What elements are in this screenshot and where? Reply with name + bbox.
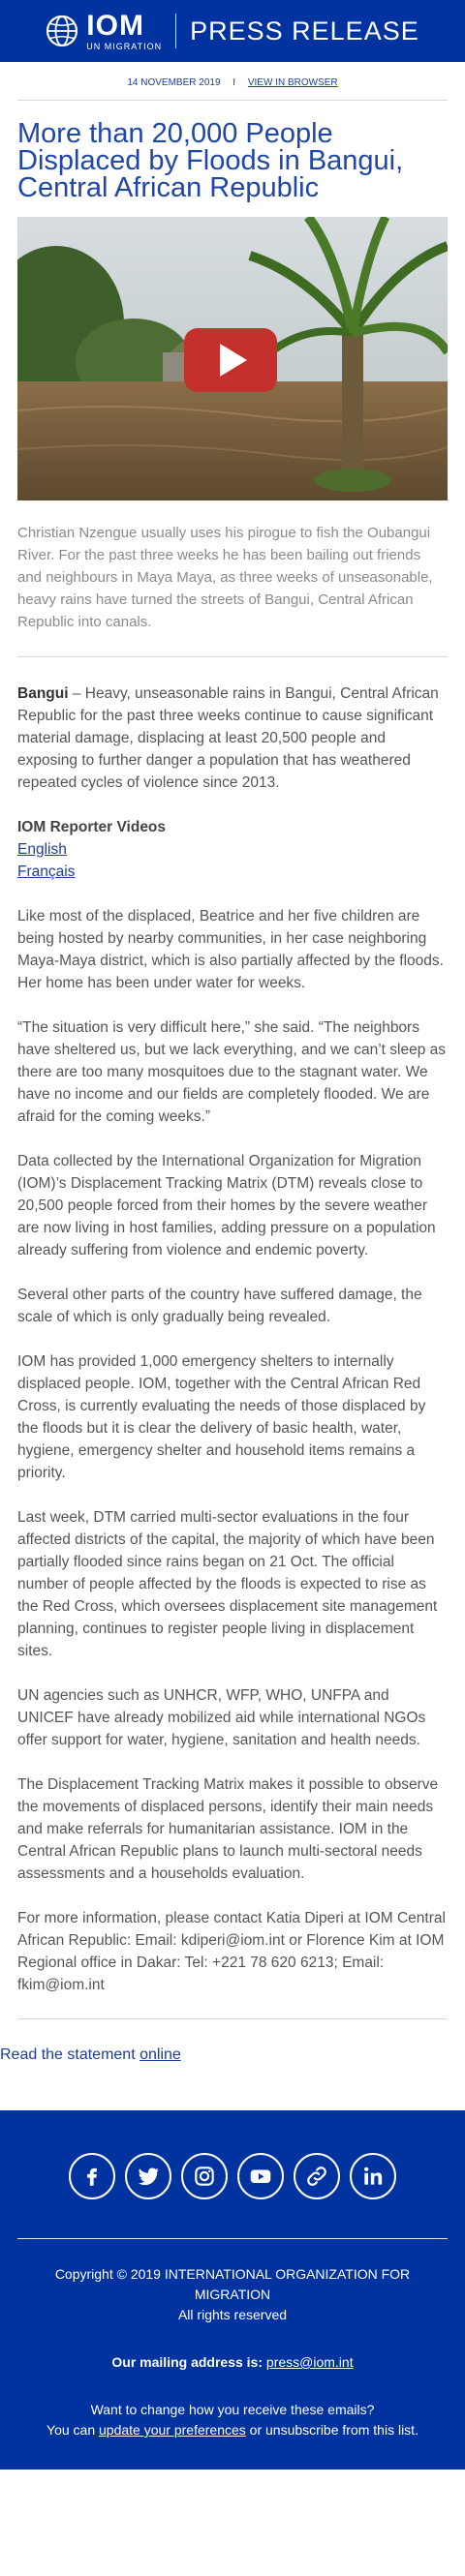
english-video-link[interactable]: English — [17, 841, 67, 858]
read-prefix: Read the statement — [0, 2046, 140, 2063]
article-body — [0, 657, 465, 1996]
lead-text: – Heavy, unseasonable rains in Bangui, Central African Republic for the past three weeks continue to cause significant material damage, displacing at least 20,500 people and exposing to further danger a population that has weathered repeated cycles of violence since 2013. — [17, 685, 439, 791]
lead-paragraph — [17, 682, 448, 794]
paragraph: Several other parts of the country have suffered damage, the scale of which is only gradually being revealed. — [17, 1287, 422, 1325]
youtube-icon — [248, 2164, 273, 2189]
paragraph: Data collected by the International Organization for Migration (IOM)’s Displacement Tracking Matrix (DTM) reveals close to 20,500 people forced from their homes by the severe weather are now living in host families, adding pressure on a population already suffering from violence and endemic poverty. — [17, 1153, 436, 1258]
video-thumbnail[interactable] — [17, 217, 448, 500]
paragraph: UN agencies such as UNHCR, WFP, WHO, UNFPA and UNICEF have already mobilized aid while international NGOs offer support for water, hygiene, sanitation and health needs. — [17, 1687, 426, 1748]
linkedin-button[interactable] — [350, 2153, 396, 2199]
read-statement — [0, 2019, 465, 2110]
contact-paragraph: For more information, please contact Katia Diperi at IOM Central African Republic: Email: kdiperi@iom.int or Florence Kim at IOM Regional office in Dakar: Tel: +221 78 620 6213; Email: fkim@iom.int — [17, 1910, 446, 1993]
press-release-title: PRESS RELEASE — [190, 15, 419, 45]
paragraph: Last week, DTM carried multi-sector evaluations in the four affected districts of the capital, the majority of which have been partially flooded since rains began on 21 Oct. The official number of people affected by the floods is expected to rise as the Red Cross, which oversees displacement site management planning, continues to register people living in displacement sites. — [17, 1509, 438, 1659]
youtube-button[interactable] — [237, 2153, 284, 2199]
link-button[interactable] — [294, 2153, 340, 2199]
instagram-icon — [192, 2164, 217, 2189]
paragraph: “The situation is very difficult here,” she said. “The neighbors have sheltered us, but we lack everything, and we can’t sleep as there are too many mosquitoes due to the stagnant water. We have no income and our fields are completely flooded. We are afraid for the coming weeks.” — [17, 1019, 447, 1125]
logo-iom-text: IOM — [86, 9, 144, 42]
online-link[interactable]: online — [140, 2046, 181, 2063]
dateline-place: Bangui — [17, 685, 69, 702]
videos-section — [17, 816, 448, 883]
videos-heading: IOM Reporter Videos — [17, 819, 167, 835]
dateline — [0, 62, 465, 100]
video-caption: Christian Nzengue usually uses his pirogue to fish the Oubangui River. For the past three weeks he has been bailing out friends and neighbours in Maya Maya, as three weeks of unseasonable, heavy rains have turned the streets of Bangui, Central African Republic into canals. — [17, 525, 433, 630]
link-icon — [304, 2164, 329, 2189]
preferences-question: Want to change how you receive these emails? — [90, 2402, 375, 2417]
article-title: More than 20,000 People Displaced by Floods in Bangui, Central African Republic — [17, 118, 404, 203]
facebook-icon — [79, 2164, 105, 2189]
mailing-label: Our mailing address is: — [111, 2354, 264, 2370]
mailing-address — [17, 2352, 448, 2373]
press-email-link[interactable]: press@iom.int — [265, 2354, 354, 2370]
paragraph: Like most of the displaced, Beatrice and her five children are being hosted by nearby communities, in her case neighboring Maya-Maya district, which is also partially affected by the floods. Her home has been under water for weeks. — [17, 908, 444, 991]
footer-divider — [17, 2238, 448, 2239]
iom-logo[interactable] — [46, 9, 163, 51]
facebook-button[interactable] — [69, 2153, 115, 2199]
release-date: 14 NOVEMBER 2019 — [127, 77, 221, 88]
twitter-button[interactable] — [125, 2153, 171, 2199]
copyright-text: Copyright © 2019 INTERNATIONAL ORGANIZATION FOR MIGRATION — [54, 2266, 411, 2302]
paragraph: The Displacement Tracking Matrix makes it possible to observe the movements of displaced persons, identify their main needs and make referrals for humanitarian assistance. IOM in the Central African Republic plans to launch multi-sectoral needs assessments and a households evaluation. — [17, 1776, 439, 1882]
footer — [0, 2110, 465, 2470]
play-button[interactable] — [184, 328, 277, 392]
play-icon — [220, 344, 247, 377]
rights-text: All rights reserved — [177, 2307, 288, 2322]
twitter-icon — [136, 2164, 161, 2189]
logo-subtitle: UN MIGRATION — [86, 41, 163, 51]
paragraph: IOM has provided 1,000 emergency shelters to internally displaced people. IOM, together with the Central African Red Cross, is currently evaluating the needs of those displaced by the floods but it is clear the delivery of basic health, water, hygiene, emergency shelter and household items remains a priority. — [17, 1353, 426, 1481]
linkedin-icon — [360, 2164, 386, 2189]
header-divider — [175, 14, 176, 48]
header-bar — [0, 0, 465, 62]
update-preferences-link[interactable]: update your preferences — [99, 2422, 246, 2438]
dateline-separator: I — [232, 77, 236, 88]
instagram-button[interactable] — [181, 2153, 228, 2199]
you-can-text: You can — [46, 2422, 100, 2438]
social-links — [17, 2153, 448, 2199]
preferences-line — [17, 2420, 448, 2440]
globe-icon — [46, 15, 78, 47]
french-video-link[interactable]: Français — [17, 864, 76, 880]
view-in-browser-link[interactable]: VIEW IN BROWSER — [247, 77, 338, 88]
unsubscribe-text: or unsubscribe from this list. — [245, 2422, 418, 2438]
